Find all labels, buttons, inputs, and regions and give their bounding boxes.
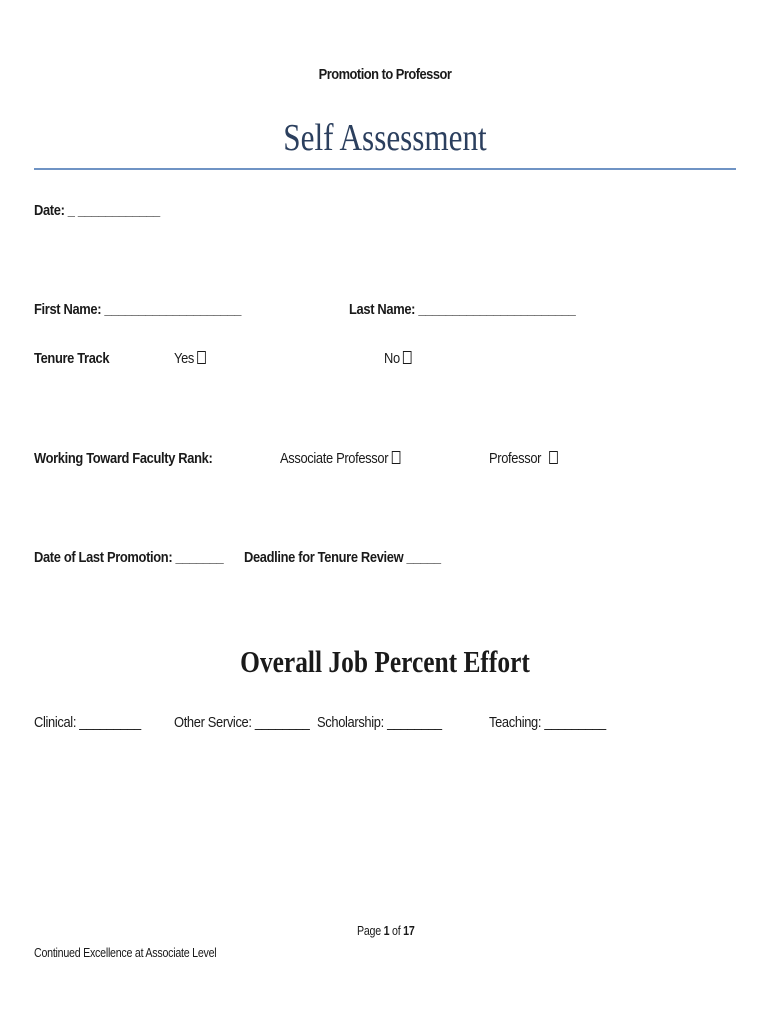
first-name-field[interactable]: First Name: ____________________: [34, 301, 242, 318]
effort-section-title: Overall Job Percent Effort: [240, 644, 530, 679]
tenure-track-label: Tenure Track: [34, 350, 110, 367]
clinical-field[interactable]: Clinical: _________: [34, 714, 141, 731]
tenure-yes-option[interactable]: [174, 350, 206, 367]
page-total: 17: [403, 923, 415, 938]
page-current: 1: [383, 923, 390, 938]
page-of: of: [392, 923, 401, 938]
tenure-yes-label: Yes: [174, 350, 195, 367]
tenure-no-option[interactable]: [384, 350, 412, 367]
footer-continued-text: Continued Excellence at Associate Level: [34, 945, 217, 960]
associate-professor-option[interactable]: [280, 450, 400, 467]
tenure-yes-checkbox[interactable]: [197, 351, 206, 364]
associate-professor-label: Associate Professor: [280, 450, 389, 467]
tenure-no-label: No: [384, 350, 400, 367]
page-title: Self Assessment: [283, 117, 487, 159]
tenure-no-checkbox[interactable]: [403, 351, 412, 364]
associate-professor-checkbox[interactable]: [392, 451, 401, 464]
document-header: Promotion to Professor: [318, 66, 452, 83]
scholarship-field[interactable]: Scholarship: ________: [317, 714, 442, 731]
title-divider: [34, 168, 736, 170]
last-promotion-field[interactable]: Date of Last Promotion: _______: [34, 549, 224, 566]
professor-checkbox[interactable]: [549, 451, 558, 464]
page-number: [357, 923, 415, 938]
faculty-rank-label: Working Toward Faculty Rank:: [34, 450, 213, 467]
page-prefix: Page: [357, 923, 381, 938]
last-name-field[interactable]: Last Name: _______________________: [349, 301, 576, 318]
date-field[interactable]: Date: _ ____________: [34, 202, 160, 219]
professor-option[interactable]: [489, 450, 557, 467]
other-service-field[interactable]: Other Service: ________: [174, 714, 310, 731]
professor-label: Professor: [489, 450, 542, 467]
tenure-deadline-field[interactable]: Deadline for Tenure Review _____: [244, 549, 441, 566]
teaching-field[interactable]: Teaching: _________: [489, 714, 606, 731]
